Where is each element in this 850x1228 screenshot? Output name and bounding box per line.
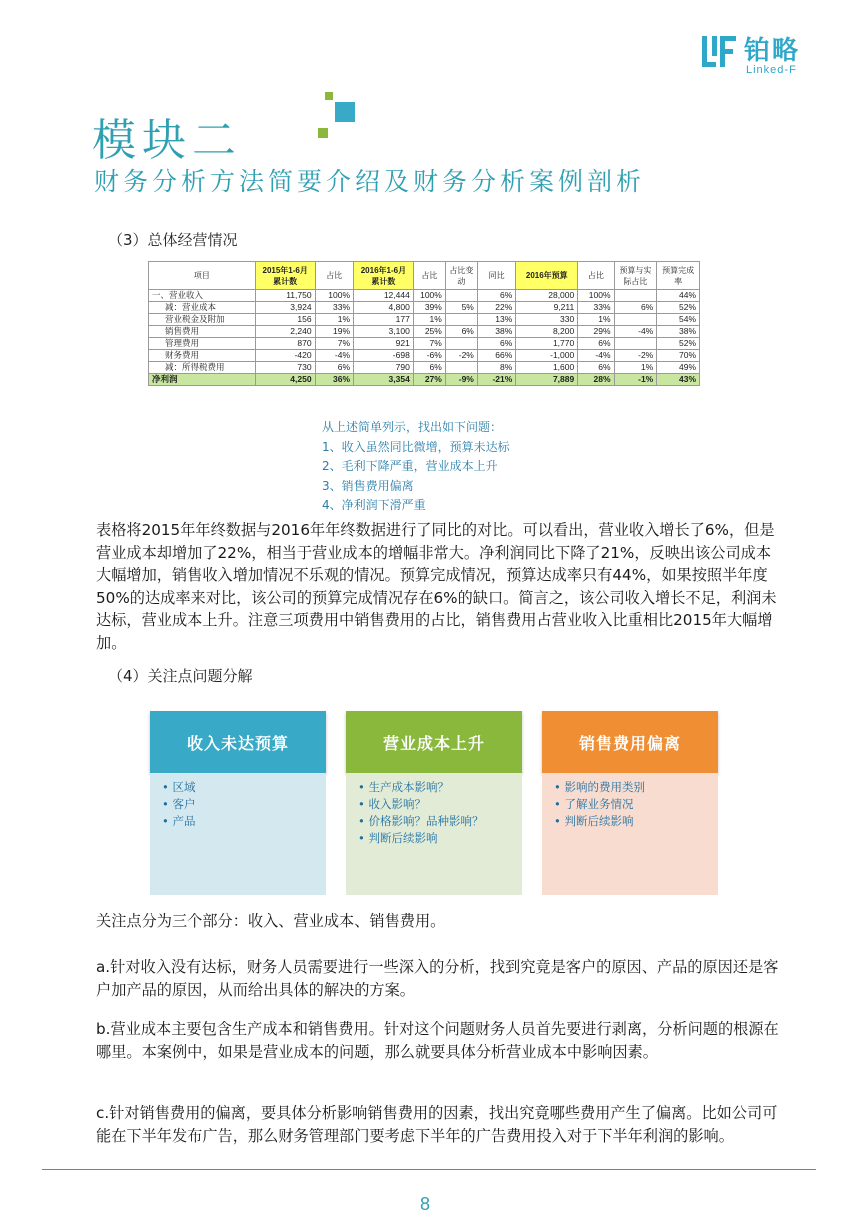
table-cell: 38%	[657, 326, 700, 338]
table-cell: 6%	[578, 338, 614, 350]
section-heading-focus: （4）关注点问题分解	[108, 667, 253, 685]
table-cell	[614, 290, 657, 302]
analysis-paragraph: 表格将2015年年终数据与2016年年终数据进行了同比的对比。可以看出，营业收入增长了6%，但是营业成本却增加了22%，相当于营业成本的增幅非常大。净利润同比下降了21%，反映出该公司成本大幅增加，销售收入增加情况不乐观的情况。预算完成情况，预算达成率只有44%，如果按照半年度50%的达成率来对比，该公司的预算完成情况存在6%的缺口。简言之，该公司收入增长不足，利润未达标，营业成本上升。注意三项费用中销售费用的占比，销售费用占营业收入比重相比2015年大幅增加。	[96, 521, 777, 652]
table-cell: 1,770	[516, 338, 578, 350]
brand-name-cn: 铂略	[744, 36, 801, 66]
table-cell: 870	[255, 338, 315, 350]
table-cell: 2,240	[255, 326, 315, 338]
table-header-row	[149, 262, 700, 290]
table-cell: 6%	[315, 362, 353, 374]
body-paragraph-3: b.营业成本主要包含生产成本和销售费用。针对这个问题财务人员首先要进行剥离，分析问题的根源在哪里。本案例中，如果是营业成本的问题，那么就要具体分析营业成本中影响因素。	[96, 1020, 779, 1061]
table-cell: 1%	[578, 314, 614, 326]
table-cell: 22%	[477, 302, 515, 314]
table-cell: 54%	[657, 314, 700, 326]
module-title: 模块二	[92, 115, 242, 166]
table-cell: 28,000	[516, 290, 578, 302]
body-paragraph-2: a.针对收入没有达标，财务人员需要进行一些深入的分析，找到究竟是客户的原因、产品的原因还是客户加产品的原因，从而给出具体的解决的方案。	[96, 958, 779, 999]
table-cell	[445, 338, 477, 350]
card-title: 营业成本上升	[346, 711, 522, 773]
table-row	[149, 374, 700, 386]
table-cell: 7%	[315, 338, 353, 350]
table-cell: -420	[255, 350, 315, 362]
table-cell: 33%	[578, 302, 614, 314]
summary-item: 1、收入虽然同比微增，预算未达标	[322, 439, 510, 454]
row-label: 净利润	[149, 374, 256, 386]
summary-item: 2、毛利下降严重，营业成本上升	[322, 459, 498, 473]
page-number: 8	[419, 1194, 430, 1214]
table-cell: 6%	[477, 290, 515, 302]
summary-item: 3、销售费用偏离	[322, 478, 414, 493]
table-cell: 921	[354, 338, 414, 350]
card-list-item: • 判断后续影响	[358, 830, 522, 847]
card-title: 收入未达预算	[150, 711, 326, 773]
financial-table	[148, 261, 700, 386]
table-row	[149, 362, 700, 374]
table-header: 预算与实际占比	[614, 262, 657, 290]
table-header: 项目	[149, 262, 256, 290]
table-cell: 12,444	[354, 290, 414, 302]
summary-intro: 从上述简单列示，找出如下问题：	[322, 420, 503, 434]
card-title: 销售费用偏离	[542, 711, 718, 773]
section-heading-overview: （3）总体经营情况	[108, 231, 238, 249]
table-cell: -4%	[614, 326, 657, 338]
table-cell: 1%	[413, 314, 445, 326]
page-subtitle: 财务分析方法简要介绍及财务分析案例剖析	[94, 167, 646, 196]
table-header: 占比变动	[445, 262, 477, 290]
table-cell: 8%	[477, 362, 515, 374]
table-cell: 44%	[657, 290, 700, 302]
table-cell: 43%	[657, 374, 700, 386]
table-cell: 29%	[578, 326, 614, 338]
table-cell: 33%	[315, 302, 353, 314]
table-header: 2016年预算	[516, 262, 578, 290]
table-cell: -2%	[614, 350, 657, 362]
card-list-item: • 判断后续影响	[554, 813, 718, 830]
table-cell: 39%	[413, 302, 445, 314]
table-cell: 19%	[315, 326, 353, 338]
table-header: 2016年1-6月累计数	[354, 262, 414, 290]
row-label: 财务费用	[149, 350, 256, 362]
table-cell: 3,354	[354, 374, 414, 386]
table-cell: 6%	[445, 326, 477, 338]
card-list	[554, 779, 718, 830]
issue-summary	[322, 418, 510, 516]
table-cell: 6%	[614, 302, 657, 314]
table-cell: 156	[255, 314, 315, 326]
table-cell: 28%	[578, 374, 614, 386]
body-paragraph-1: 关注点分为三个部分：收入、营业成本、销售费用。	[96, 912, 446, 930]
brand-logo	[700, 30, 820, 80]
row-label: 减：营业成本	[149, 302, 256, 314]
table-header: 占比	[413, 262, 445, 290]
table-cell: 6%	[578, 362, 614, 374]
table-cell: 7%	[413, 338, 445, 350]
body-paragraph-4: c.针对销售费用的偏离，要具体分析影响销售费用的因素，找出究竟哪些费用产生了偏离。比如公司可能在下半年发布广告，那么财务管理部门要考虑下半年的广告费用投入对于下半年利润的影响。	[96, 1104, 778, 1145]
table-cell: 25%	[413, 326, 445, 338]
card-list	[358, 779, 522, 847]
card-body	[150, 773, 326, 895]
row-label: 管理费用	[149, 338, 256, 350]
card-list-item: • 价格影响？品种影响？	[358, 813, 522, 830]
table-cell: 52%	[657, 338, 700, 350]
table-cell: 11,750	[255, 290, 315, 302]
table-cell: 49%	[657, 362, 700, 374]
table-cell: 177	[354, 314, 414, 326]
table-cell: 38%	[477, 326, 515, 338]
table-cell: 3,100	[354, 326, 414, 338]
table-cell: 36%	[315, 374, 353, 386]
row-label: 营业税金及附加	[149, 314, 256, 326]
card-body	[542, 773, 718, 895]
card-list-item: • 生产成本影响？	[358, 779, 522, 796]
deco-square-1	[325, 92, 333, 100]
table-cell: 6%	[477, 338, 515, 350]
table-cell	[445, 314, 477, 326]
table-cell: 100%	[315, 290, 353, 302]
card-cost	[346, 711, 522, 895]
table-cell: 4,250	[255, 374, 315, 386]
table-cell: -6%	[413, 350, 445, 362]
card-revenue	[150, 711, 326, 895]
table-cell: -1%	[614, 374, 657, 386]
table-cell: 1,600	[516, 362, 578, 374]
table-header: 2015年1-6月累计数	[255, 262, 315, 290]
card-list-item: • 区域	[162, 779, 326, 796]
logo-mark-icon	[700, 32, 738, 70]
table-cell: 9,211	[516, 302, 578, 314]
card-sales-expense	[542, 711, 718, 895]
deco-square-3	[318, 128, 328, 138]
table-cell: 70%	[657, 350, 700, 362]
table-cell: 13%	[477, 314, 515, 326]
table-cell: 790	[354, 362, 414, 374]
table-cell: -9%	[445, 374, 477, 386]
table-cell: 100%	[413, 290, 445, 302]
card-list-item: • 客户	[162, 796, 326, 813]
table-cell: 100%	[578, 290, 614, 302]
table-cell: 8,200	[516, 326, 578, 338]
table-cell: -21%	[477, 374, 515, 386]
table-cell: -1,000	[516, 350, 578, 362]
card-list-item: • 影响的费用类别	[554, 779, 718, 796]
table-row	[149, 326, 700, 338]
table-cell: 730	[255, 362, 315, 374]
table-row	[149, 302, 700, 314]
table-cell: 330	[516, 314, 578, 326]
card-list-item: • 收入影响？	[358, 796, 522, 813]
row-label: 一、营业收入	[149, 290, 256, 302]
table-cell: -698	[354, 350, 414, 362]
row-label: 减：所得税费用	[149, 362, 256, 374]
card-body	[346, 773, 522, 895]
row-label: 销售费用	[149, 326, 256, 338]
table-cell: 7,889	[516, 374, 578, 386]
table-cell: 52%	[657, 302, 700, 314]
table-cell: 3,924	[255, 302, 315, 314]
table-cell: -4%	[315, 350, 353, 362]
table-cell	[614, 338, 657, 350]
table-cell: 5%	[445, 302, 477, 314]
table-cell: 6%	[413, 362, 445, 374]
card-list-item: • 产品	[162, 813, 326, 830]
table-cell: 1%	[315, 314, 353, 326]
table-row	[149, 314, 700, 326]
table-cell: 1%	[614, 362, 657, 374]
table-cell	[445, 362, 477, 374]
footer-divider	[42, 1169, 816, 1170]
table-cell	[614, 314, 657, 326]
table-cell: -2%	[445, 350, 477, 362]
table-cell: 27%	[413, 374, 445, 386]
table-row	[149, 338, 700, 350]
table-row	[149, 350, 700, 362]
table-header: 同比	[477, 262, 515, 290]
table-cell: 4,800	[354, 302, 414, 314]
summary-item: 4、净利润下滑严重	[322, 498, 426, 512]
table-header: 占比	[315, 262, 353, 290]
card-list-item: • 了解业务情况	[554, 796, 718, 813]
table-header: 占比	[578, 262, 614, 290]
table-cell	[445, 290, 477, 302]
table-cell: 66%	[477, 350, 515, 362]
deco-square-2	[335, 102, 355, 122]
brand-name-en: Linked-F	[746, 64, 797, 76]
card-list	[162, 779, 326, 830]
table-cell: -4%	[578, 350, 614, 362]
table-header: 预算完成率	[657, 262, 700, 290]
table-row	[149, 290, 700, 302]
